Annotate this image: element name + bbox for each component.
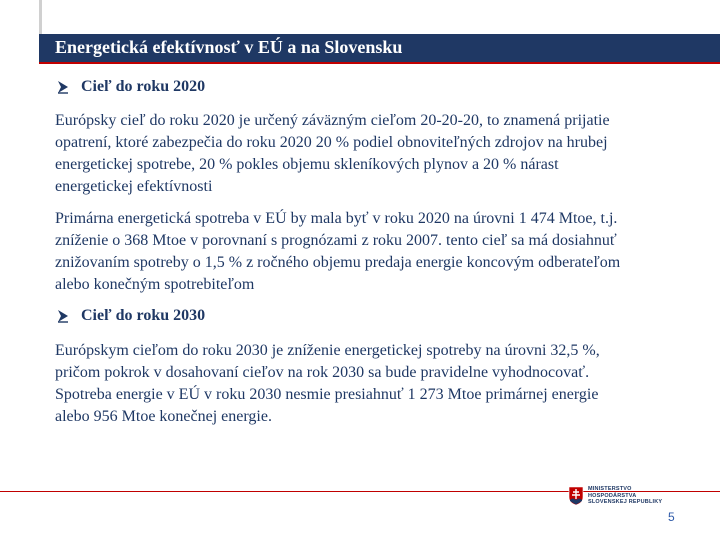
logo-line: MINISTERSTVO bbox=[588, 486, 632, 493]
ministry-logo bbox=[568, 481, 662, 511]
text-line: zníženie o 368 Mtoe v porovnaní s prognózami z roku 2007. tento cieľ sa má dosiahnuť bbox=[55, 232, 617, 249]
text-line: Primárna energetická spotreba v EÚ by mala byť v roku 2020 na úrovni 1 474 Mtoe, t.j. bbox=[55, 210, 618, 227]
section-heading-2020 bbox=[55, 78, 205, 96]
logo-line: SLOVENSKEJ REPUBLIKY bbox=[588, 499, 663, 506]
section-heading-text: Cieľ do roku 2020 bbox=[81, 78, 206, 95]
text-line: Spotreba energie v EÚ v roku 2030 nesmie presiahnuť 1 273 Mtoe primárnej energie bbox=[55, 386, 599, 403]
text-line: alebo 956 Mtoe konečnej energie. bbox=[55, 408, 272, 425]
slide-title: Energetická efektívnosť v EÚ a na Slovensku bbox=[55, 37, 403, 57]
text-line: pričom pokrok v dosahovaní cieľov na rok 2030 sa bude pravidelne vyhodnocovať. bbox=[55, 364, 590, 381]
text-line: alebo konečným spotrebiteľom bbox=[55, 276, 255, 293]
text-line: znižovaním spotreby o 1,5 % z ročného objemu predaja energie koncovým odberateľom bbox=[55, 254, 621, 271]
arrow-bullet-icon bbox=[55, 79, 71, 95]
coat-of-arms-icon bbox=[568, 486, 584, 506]
section-heading-2030 bbox=[55, 307, 205, 325]
page-number: 5 bbox=[668, 510, 675, 524]
section-heading-text: Cieľ do roku 2030 bbox=[81, 307, 206, 324]
paragraph-2020-target bbox=[55, 110, 705, 198]
text-line: Európskym cieľom do roku 2030 je zníženie energetickej spotreby na úrovni 32,5 %, bbox=[55, 342, 600, 359]
arrow-bullet-icon bbox=[55, 308, 71, 324]
logo-line: HOSPODÁRSTVA bbox=[588, 492, 637, 499]
title-bar bbox=[39, 34, 720, 64]
text-line: energetickej spotrebe, 20 % pokles objemu skleníkových plynov a 20 % nárast bbox=[55, 156, 559, 173]
paragraph-2020-primary-consumption bbox=[55, 208, 705, 296]
text-line: opatrení, ktoré zabezpečia do roku 2020 20 % podiel obnoviteľných zdrojov na hrubej bbox=[55, 134, 608, 151]
ministry-logo-text bbox=[588, 486, 662, 506]
text-line: energetickej efektívnosti bbox=[55, 178, 213, 195]
paragraph-2030-target bbox=[55, 340, 705, 428]
text-line: Európsky cieľ do roku 2020 je určený záväzným cieľom 20-20-20, to znamená prijatie bbox=[55, 112, 610, 129]
